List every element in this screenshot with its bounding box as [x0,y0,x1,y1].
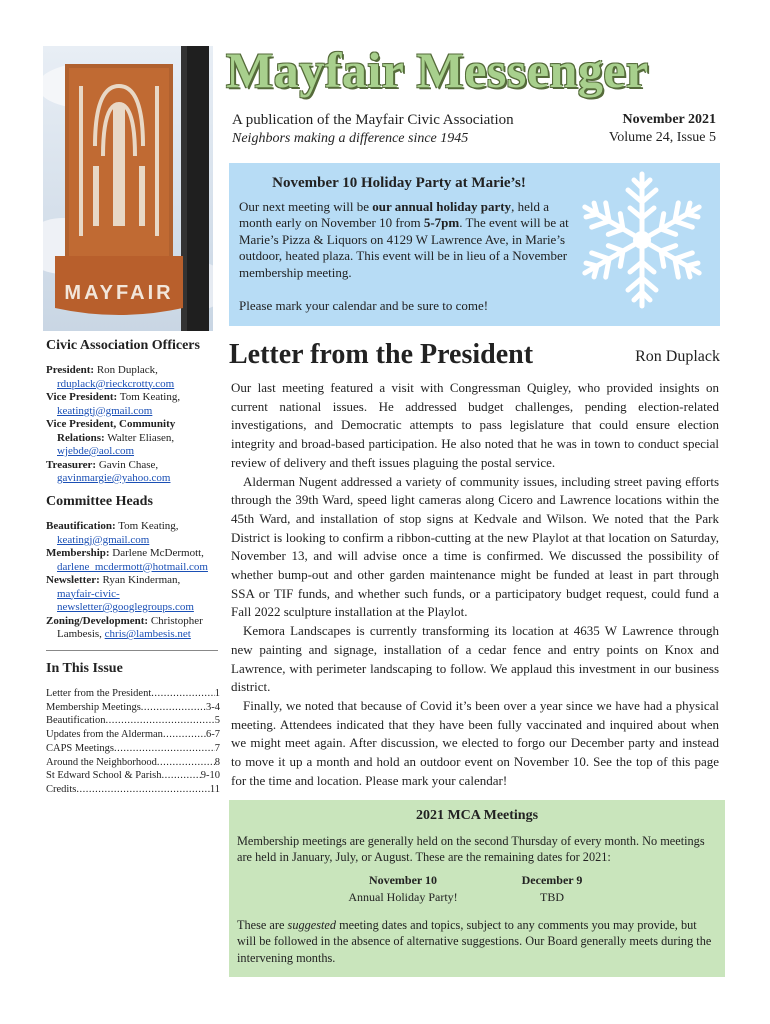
toc-item-label: Letter from the President [46,688,152,699]
toc-item-page: 3-4 [206,701,220,713]
meeting-date: December 9 [521,873,583,887]
newsletter-title: Mayfair Messenger [226,42,649,98]
meetings-footnote: These are suggested meeting dates and topics, subject to any comments you may provide, but will be followed in the absence of alternative suggestions. Our Board generally meets during the intervening months. [237,918,712,965]
meeting-date-entry [323,872,483,906]
toc-heading: In This Issue [46,661,123,676]
toc-item-page: 11 [209,783,220,795]
snowflake-icon [569,167,715,313]
vpc-email-link[interactable]: wjebde@aol.com [57,445,135,457]
letter-paragraph: Finally, we noted that because of Covid it’s been over a year since we have had a physical meeting. Attendees indicated that they have been fully vaccinated and inquired about when we might meet again. After discussion, we elected to forgo our December party and instead to move it up a month and hold an outdoor event on November 10. See the top of this page for the time and location. Please mark your calendar! [231,697,719,788]
zoning-email-link[interactable]: chris@lambesis.net [104,628,191,640]
toc-item-page: 1 [214,688,220,699]
membership-email-link[interactable]: darlene_mcdermott@hotmail.com [57,560,208,573]
officers-heading: Civic Association Officers [46,338,200,353]
mayfair-sign-photo [43,46,213,331]
toc-leader [76,783,210,797]
toc-item-page: 7 [214,742,220,754]
toc-item-label: Membership Meetings [46,701,141,713]
toc-leader [141,701,206,715]
toc-item [46,769,220,783]
newsletter-email-link[interactable]: mayfair-civic- newsletter@googlegroups.com [57,587,194,613]
toc-leader [151,687,214,701]
vp-email-link[interactable]: keatingtj@gmail.com [57,404,153,417]
toc-item [46,687,220,701]
meeting-desc: Annual Holiday Party! [348,890,458,904]
toc-item [46,756,220,770]
toc-item-label: Around the Neighborhood [46,756,157,768]
officers-list: President: Ron Duplack, rduplack@rieckcrotty.com Vice President: Tom Keating, keatingtj@gmail.com Vice President, Community Relations: Walter Eliasen, wjebde@aol.com Treasurer: Gavin Chase, gavinmargie@yahoo.com [46,364,181,484]
toc-item-label: Updates from the Alderman [46,729,163,741]
letter-heading: Letter from the President [229,339,534,370]
toc-item-page: 6-7 [206,729,220,741]
toc-item [46,701,220,715]
toc-item [46,714,220,728]
meeting-desc: TBD [540,890,564,904]
committee-heading: Committee Heads [46,494,153,509]
letter-paragraph: Alderman Nugent addressed a variety of community issues, including street paving efforts through the 39th Ward, speed light cameras along Cicero and Lawrence locations within the 45th Ward, and installation of stop signs at Kedvale and Wilson. We noted that the Park District is looking to confirm a ribbon-cutting at the new Playlot at that location on Saturday, November 13, and will advise once a time is confirmed. We discussed the possibility of whether bump-out and other garden maintenance might be funded at least in part through SSA or TIF funds, and whether such funds, or a participatory budget request, could fund a Fall 2022 sculpture installation at the Playlot. [231,473,719,620]
party-title: November 10 Holiday Party at Marie’s! [272,175,526,191]
table-of-contents [46,687,220,797]
party-note: Please mark your calendar and be sure to come! [239,298,489,313]
president-email-link[interactable]: rduplack@rieckcrotty.com [57,377,175,390]
toc-item [46,742,220,756]
toc-leader [157,756,215,770]
party-body: Our next meeting will be our annual holiday party, held a month early on November 10 from 5-7pm. The event will be at Marie’s Pizza & Liquors on 4129 W Lawrence Ave, in Marie’s outdoor, heated plaza. This event will be in lieu of a November membership meeting. [239,199,569,280]
publication-line: A publication of the Mayfair Civic Association [232,112,514,128]
meetings-intro: Membership meetings are generally held on the second Thursday of every month. No meetings are held in January, July, or August. These are the remaining dates for 2021: [237,834,705,864]
toc-leader [163,728,206,742]
sidebar-divider [46,650,218,651]
toc-item [46,783,220,797]
letter-body [231,379,719,790]
toc-item [46,728,220,742]
toc-leader [162,769,201,783]
meeting-date: November 10 [368,873,438,887]
meeting-date-entry [472,872,632,906]
issue-volume: Volume 24, Issue 5 [608,130,716,145]
toc-item-label: Credits [46,783,77,795]
toc-item-label: Beautification [46,715,106,727]
toc-item-label: St Edward School & Parish [46,770,162,782]
toc-item-page: 9-10 [200,770,220,782]
letter-paragraph: Kemora Landscapes is currently transforming its location at 4635 W Lawrence through new painting and signage, installation of a cedar fence and entry points on Knox and Lawrence, with perimeter landscaping to follow. We applaud this investment in our business district. [231,623,719,695]
holiday-party-box [229,163,720,326]
issue-date: November 2021 [622,112,716,127]
sign-lettering: MAYFAIR [64,282,174,304]
committee-list: Beautification: Tom Keating, keatingj@gmail.com Membership: Darlene McDermott, darlene_mcdermott@hotmail.com Newsletter: Ryan Kinderman, mayfair-civic- newsletter@googlegroups.com Zoning/Development: Christopher Lambesis, chris@lambesis.net [46,520,208,640]
toc-item-label: CAPS Meetings [46,742,114,754]
meetings-heading: 2021 MCA Meetings [415,808,539,823]
treasurer-email-link[interactable]: gavinmargie@yahoo.com [57,472,171,484]
toc-item-page: 8 [214,756,220,768]
tagline: Neighbors making a difference since 1945 [232,131,469,146]
toc-item-page: 5 [214,715,220,727]
toc-leader [114,742,215,756]
letter-author: Ron Duplack [635,348,720,365]
letter-paragraph: Our last meeting featured a visit with Congressman Quigley, who provided insights on current national issues. He addressed budget challenges, pending election-related investigations, and Democratic attempts to pass legislature that could ensure election integrity and broad-based participation. He also noted that he was in town to conduct special review of delivery and theft issues plaguing the postal service. [231,380,719,470]
beautification-email-link[interactable]: keatingj@gmail.com [57,533,150,546]
toc-leader [105,714,214,728]
meetings-box [229,800,725,977]
